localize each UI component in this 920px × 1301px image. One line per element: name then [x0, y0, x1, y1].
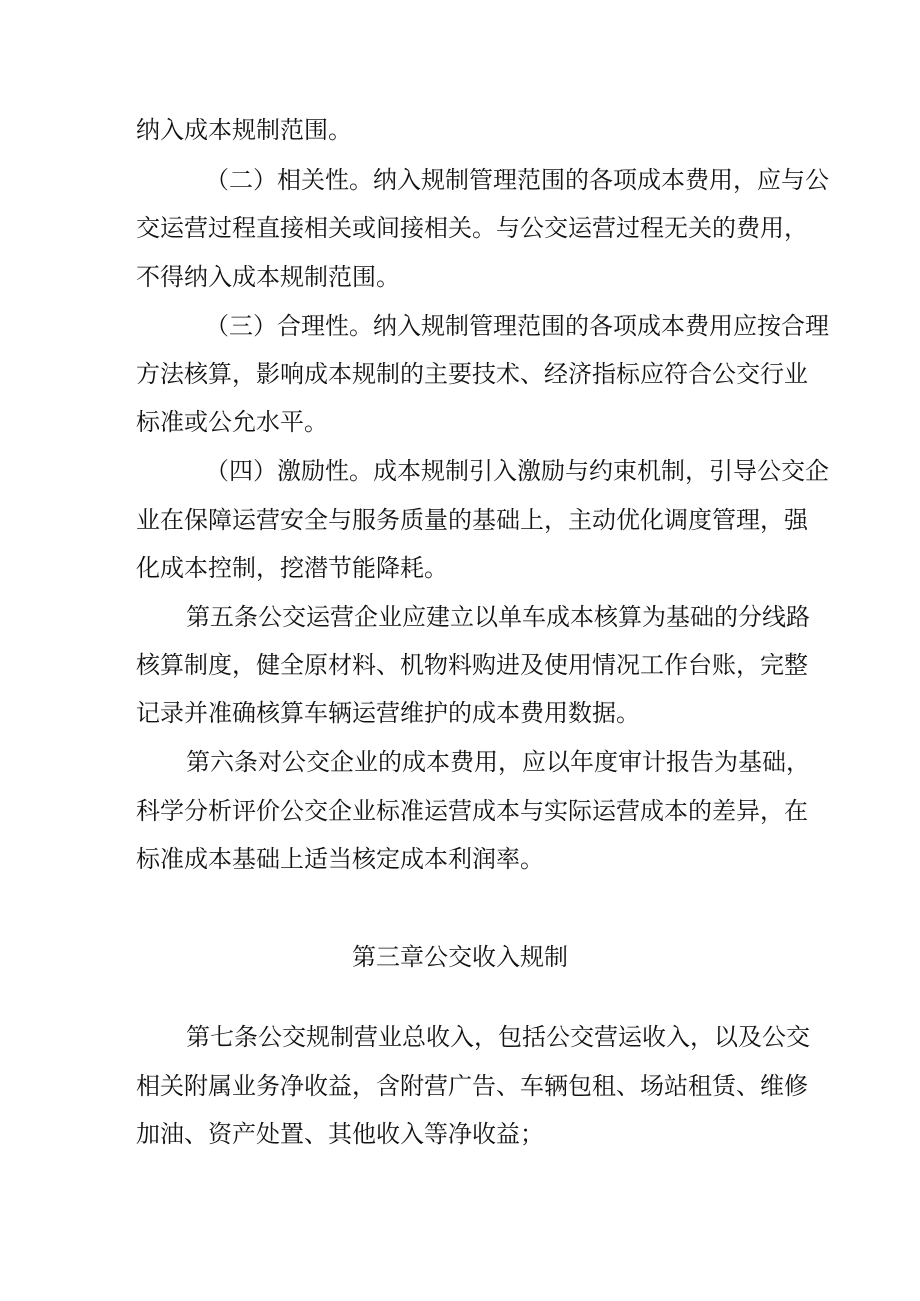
paragraph-line: 加油、资产处置、其他收入等净收益；: [136, 1120, 544, 1148]
paragraph-line: 纳入成本规制范围。: [136, 116, 352, 144]
paragraph-line: （二）相关性。纳入规制管理范围的各项成本费用，应与公: [205, 166, 829, 194]
paragraph-line: 方法核算，影响成本规制的主要技术、经济指标应符合公交行业: [136, 360, 808, 388]
chapter-heading: 第三章公交收入规制: [352, 943, 568, 971]
paragraph-line: 记录并准确核算车辆运营维护的成本费用数据。: [136, 699, 640, 727]
paragraph-line: 核算制度，健全原材料、机物料购进及使用情况工作台账，完整: [136, 651, 808, 679]
paragraph-line: 第六条对公交企业的成本费用，应以年度审计报告为基础，: [186, 748, 810, 776]
paragraph-line: （四）激励性。成本规制引入激励与约束机制，引导公交企: [205, 457, 829, 485]
paragraph-line: 标准或公允水平。: [136, 408, 328, 436]
paragraph-line: 科学分析评价公交企业标准运营成本与实际运营成本的差异，在: [136, 797, 808, 825]
paragraph-line: 不得纳入成本规制范围。: [136, 263, 400, 291]
paragraph-line: 第七条公交规制营业总收入，包括公交营运收入，以及公交: [186, 1023, 810, 1051]
paragraph-line: 第五条公交运营企业应建立以单车成本核算为基础的分线路: [186, 603, 810, 631]
paragraph-line: 标准成本基础上适当核定成本利润率。: [136, 845, 544, 873]
paragraph-line: 交运营过程直接相关或间接相关。与公交运营过程无关的费用，: [136, 214, 808, 242]
paragraph-line: 业在保障运营安全与服务质量的基础上，主动优化调度管理，强: [136, 506, 808, 534]
paragraph-line: 化成本控制，挖潜节能降耗。: [136, 554, 448, 582]
paragraph-line: （三）合理性。纳入规制管理范围的各项成本费用应按合理: [205, 312, 829, 340]
paragraph-line: 相关附属业务净收益，含附营广告、车辆包租、场站租赁、维修: [136, 1072, 808, 1100]
